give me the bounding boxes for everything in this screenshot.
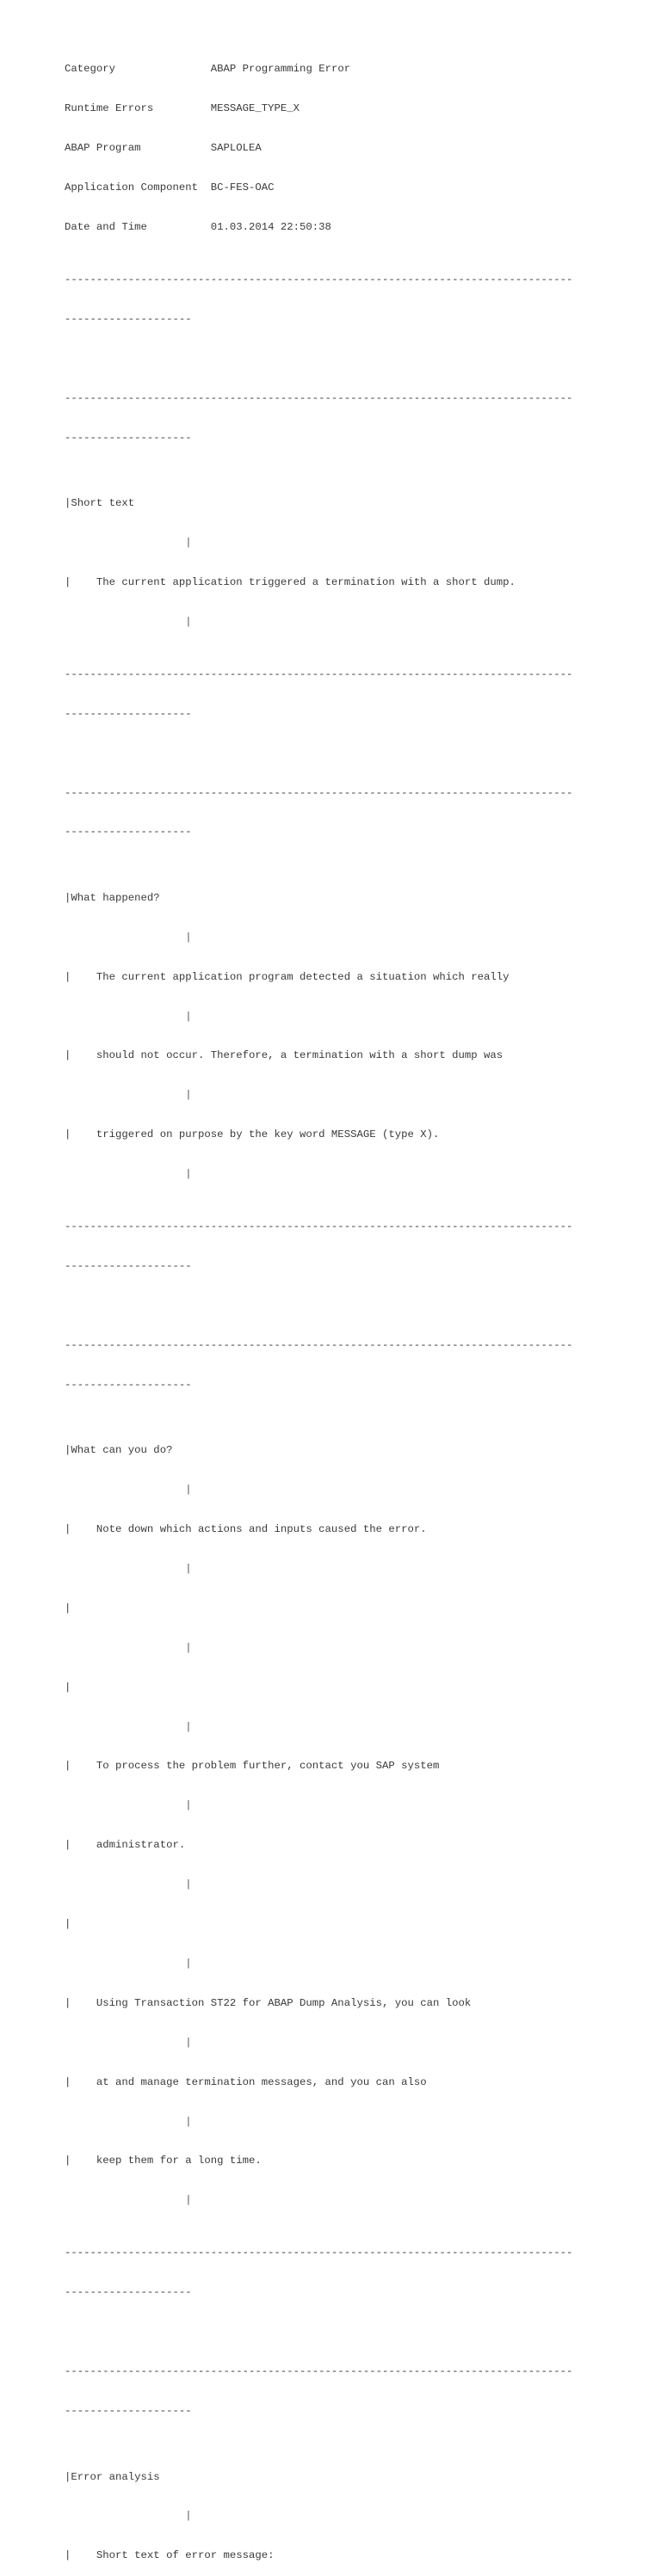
section-line: | xyxy=(65,1602,71,1614)
section-bar: | xyxy=(185,2036,192,2049)
section-bar: | xyxy=(185,1878,192,1891)
section-line: | at and manage termination messages, and you can also xyxy=(65,2075,427,2088)
section-bar: | xyxy=(185,1720,192,1733)
separator-short: -------------------- xyxy=(65,2286,192,2299)
section-line: | should not occur. Therefore, a termination with a short dump was xyxy=(65,1049,503,1062)
section-line: | The current application triggered a termination with a short dump. xyxy=(65,575,516,588)
separator-short: -------------------- xyxy=(65,1378,192,1391)
separator-long: -------------------------------------------------------------------------------- xyxy=(65,1338,573,1351)
section-bar: | xyxy=(185,1957,192,1970)
section-title-what-happened: |What happened? xyxy=(65,891,160,904)
section-line: | To process the problem further, contact you SAP system xyxy=(65,1760,440,1773)
section-line: | triggered on purpose by the key word MESSAGE (type X). xyxy=(65,1128,440,1141)
category-value: ABAP Programming Error xyxy=(210,63,351,76)
separator-long: -------------------------------------------------------------------------------- xyxy=(65,786,573,799)
separator-short: -------------------- xyxy=(65,826,192,839)
section-bar: | xyxy=(185,1799,192,1812)
section-line: | Using Transaction ST22 for ABAP Dump Analysis, you can look xyxy=(65,1996,472,2009)
application-component-value: BC-FES-OAC xyxy=(210,181,275,194)
header-abap-program-row xyxy=(65,142,650,155)
separator-long: -------------------------------------------------------------------------------- xyxy=(65,273,573,286)
section-bar: | xyxy=(185,1641,192,1654)
application-component-label: Application Component xyxy=(65,181,198,194)
section-bar: | xyxy=(185,2194,192,2207)
section-bar: | xyxy=(185,1089,192,1102)
short-dump-document xyxy=(65,10,650,2576)
category-label: Category xyxy=(65,63,116,76)
separator-short: -------------------- xyxy=(65,431,192,444)
header-category-row xyxy=(65,63,650,76)
section-line: | xyxy=(65,1918,71,1931)
separator-short: -------------------- xyxy=(65,1260,192,1273)
section-bar: | xyxy=(185,1484,192,1497)
separator-long: -------------------------------------------------------------------------------- xyxy=(65,391,573,404)
section-bar: | xyxy=(185,931,192,944)
section-line: | Note down which actions and inputs caused the error. xyxy=(65,1523,427,1536)
section-line: | The current application program detected a situation which really xyxy=(65,970,510,983)
separator-short: -------------------- xyxy=(65,312,192,325)
separator-short: -------------------- xyxy=(65,707,192,720)
section-bar: | xyxy=(185,615,192,628)
section-bar: | xyxy=(185,2115,192,2128)
separator-long: -------------------------------------------------------------------------------- xyxy=(65,667,573,680)
abap-program-value: SAPLOLEA xyxy=(210,141,262,154)
separator-short: -------------------- xyxy=(65,2405,192,2418)
date-time-value: 01.03.2014 22:50:38 xyxy=(210,220,331,233)
section-line: | xyxy=(65,1681,71,1694)
section-bar: | xyxy=(185,1563,192,1576)
section-line: | keep them for a long time. xyxy=(65,2155,262,2167)
header-runtime-errors-row xyxy=(65,102,650,115)
section-title-what-can-you-do: |What can you do? xyxy=(65,1444,173,1457)
section-bar: | xyxy=(185,1168,192,1181)
abap-program-label: ABAP Program xyxy=(65,141,141,154)
separator-long: -------------------------------------------------------------------------------- xyxy=(65,2365,573,2378)
separator-long: -------------------------------------------------------------------------------- xyxy=(65,2247,573,2259)
date-time-label: Date and Time xyxy=(65,220,147,233)
runtime-errors-label: Runtime Errors xyxy=(65,102,154,115)
separator-long: -------------------------------------------------------------------------------- xyxy=(65,1220,573,1233)
section-line: | Short text of error message: xyxy=(65,2549,275,2562)
section-line: | administrator. xyxy=(65,1839,186,1852)
section-bar: | xyxy=(185,2510,192,2523)
section-title-short-text: |Short text xyxy=(65,496,135,509)
section-title-error-analysis: |Error analysis xyxy=(65,2470,160,2483)
header-application-component-row xyxy=(65,181,650,194)
runtime-errors-value: MESSAGE_TYPE_X xyxy=(210,102,300,115)
header-date-time-row xyxy=(65,221,650,234)
section-bar: | xyxy=(185,536,192,549)
section-bar: | xyxy=(185,1010,192,1023)
